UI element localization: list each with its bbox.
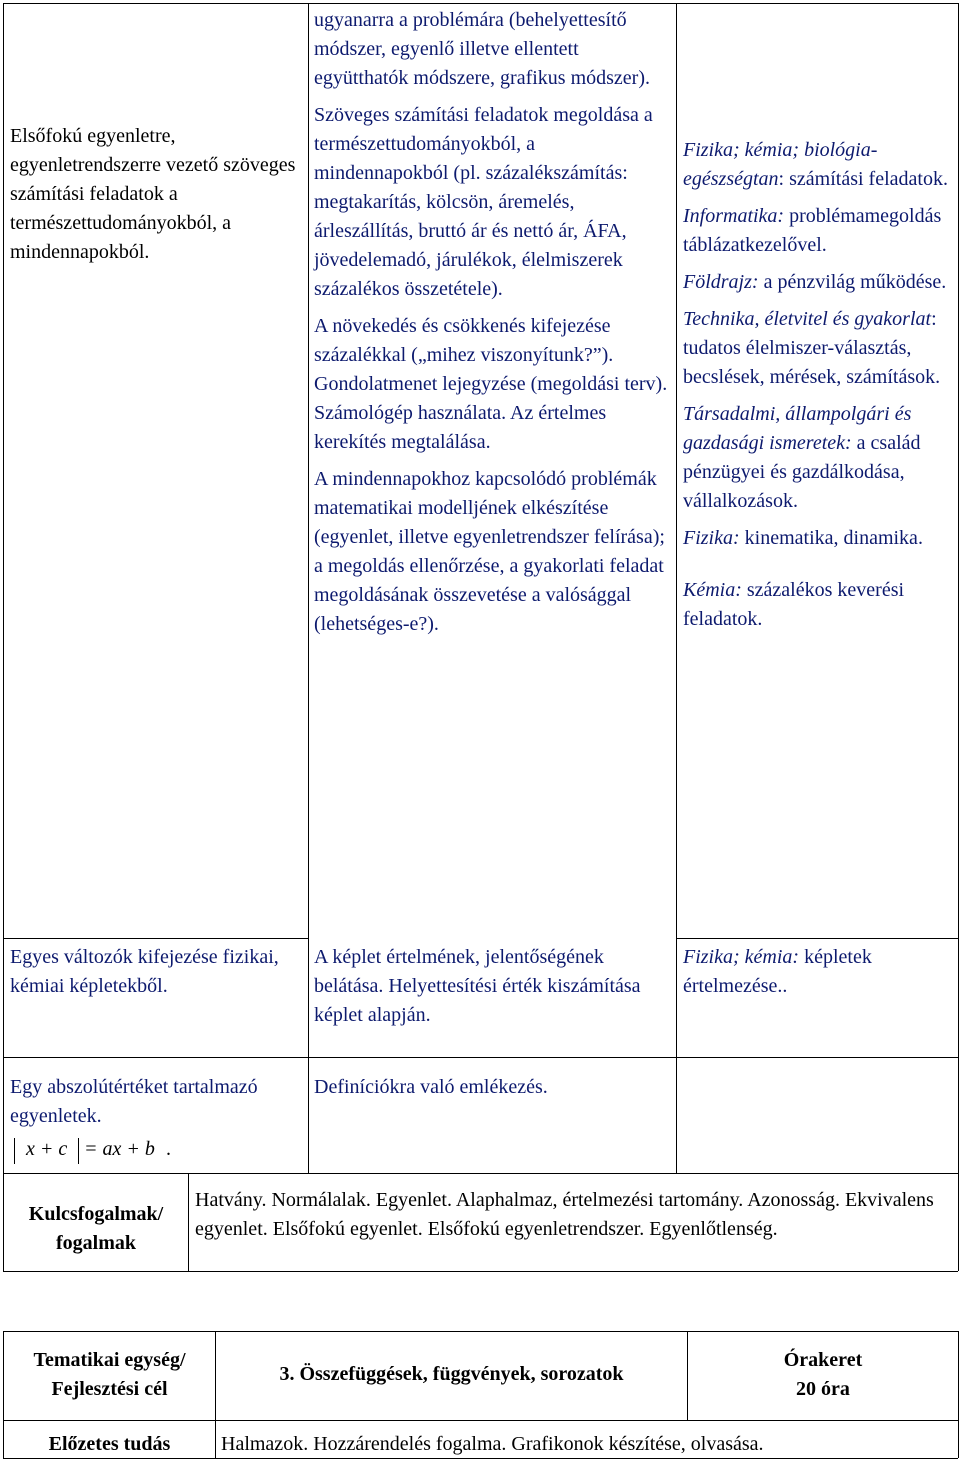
row1-topic-cell [10, 122, 306, 267]
connection-text: a család pénzügyei és gazdálkodása, vállalkozások. [683, 432, 921, 512]
unit-title: 3. Összefüggések, függvények, sorozatok [279, 1363, 624, 1385]
connection-text: problémamegoldás táblázatkezelővel. [683, 205, 942, 256]
abs-bar-left [14, 1138, 15, 1164]
row2-activities-cell [314, 943, 672, 1030]
connection-subject: Földrajz: [683, 271, 759, 293]
connection-item [683, 524, 955, 553]
connection-subject: Társadalmi, állampolgári és gazdasági ismeretek: [683, 403, 912, 454]
connection-text: számítási feladatok. [784, 168, 948, 190]
key-concepts-label-cell [4, 1200, 188, 1258]
row2-activities-text: A képlet értelmének, jelentőségének belátása. Helyettesítési érték kiszámítása képlet alapján. [314, 946, 641, 1026]
activities-block-2: Szöveges számítási feladatok megoldása a természettudományokból, a mindennapokból (pl. százalékszámítás: megtakarítás, kölcsön, áremelés, árleszállítás, bruttó ár és nettó ár, ÁFA, jövedelemadó, járulékok, élelmiszerek százalékos összetétele). [314, 104, 653, 300]
abs-formula-end: . [166, 1138, 171, 1160]
connection-subject: Fizika: [683, 527, 740, 549]
connection-item [683, 576, 955, 634]
table-border-left [3, 3, 4, 1271]
connection-subject: Fizika; kémia: [683, 946, 800, 968]
unit-label-cell [4, 1346, 215, 1404]
row-divider-1 [3, 938, 308, 939]
abs-bar-right [78, 1138, 79, 1164]
connection-subject: Informatika: [683, 205, 785, 227]
connection-text: a pénzvilág működése. [758, 271, 947, 293]
connection-item [683, 136, 955, 194]
connection-text: kinematika, dinamika. [739, 527, 923, 549]
connection-subject: Fizika; kémia; biológia-egészségtan [683, 139, 878, 190]
row3-topic-cell [10, 1073, 306, 1131]
connection-item [683, 400, 955, 516]
connection-text: százalékos keverési feladatok. [683, 579, 905, 630]
row-divider-3 [3, 1173, 958, 1174]
row3-activities-cell [314, 1073, 672, 1102]
connection-text: képletek értelmezése.. [683, 946, 872, 997]
table-border-top [3, 3, 958, 4]
row2-topic-text: Egyes változók kifejezése fizikai, kémiai képletekből. [10, 946, 279, 997]
connection-item [683, 943, 955, 1001]
unit-title-cell [216, 1360, 687, 1389]
prereq-text-cell [221, 1430, 956, 1459]
unit-table-top [3, 1331, 958, 1332]
activities-block-4: A mindennapokhoz kapcsolódó problémák matematikai modelljének elkészítése (egyenlet, illetve egyenletrendszer felírása); a megoldás ellenőrzése, a gyakorlati feladat megoldásának összevetése a valósággal (lehetséges-e?). [314, 468, 665, 635]
key-concepts-label: Kulcsfogalmak/ fogalmak [28, 1203, 164, 1254]
table-border-bottom [3, 1271, 958, 1272]
connection-separator: : [778, 168, 785, 190]
row-divider-1b [676, 938, 958, 939]
hours-value: 20 óra [796, 1378, 850, 1400]
activities-block-3: A növekedés és csökkenés kifejezése százalékkal („mihez viszonyítunk?”). Gondolatmenet lejegyzése (megoldási terv). Számológép használata. Az értelmes kerekítés megtalálása. [314, 315, 668, 453]
key-concepts-text: Hatvány. Normálalak. Egyenlet. Alaphalmaz, értelmezési tartomány. Azonosság. Ekvivalens egyenlet. Elsőfokú egyenlet. Elsőfokú egyenletrendszer. Egyenlőtlenség. [195, 1189, 934, 1240]
row-divider-2 [3, 1057, 958, 1058]
connection-subject: Technika, életvitel és gyakorlat [683, 308, 932, 330]
prereq-label: Előzetes tudás [48, 1433, 171, 1455]
row2-topic-cell [10, 943, 306, 1001]
row1-connections-cell [683, 136, 955, 634]
prereq-label-cell [4, 1430, 215, 1459]
hours-label: Órakeret [783, 1349, 863, 1371]
unit-col-divider-1 [215, 1331, 216, 1458]
prereq-text: Halmazok. Hozzárendelés fogalma. Grafikonok készítése, olvasása. [221, 1433, 764, 1455]
col-divider-key [188, 1173, 189, 1271]
row3-activities-text: Definíciókra való emlékezés. [314, 1076, 548, 1098]
unit-table-divider [3, 1420, 958, 1421]
connection-item [683, 268, 955, 297]
unit-table-right [958, 1331, 959, 1458]
key-concepts-cell [195, 1186, 955, 1244]
row1-topic-text: Elsőfokú egyenletre, egyenletrendszerre vezető szöveges számítási feladatok a természettudományokból, a mindennapokból. [10, 125, 296, 263]
abs-formula-inner: x + c [26, 1138, 68, 1160]
unit-label: Tematikai egység/ Fejlesztési cél [33, 1349, 186, 1400]
table-border-right [958, 3, 959, 1271]
connection-item [683, 202, 955, 260]
connection-text: : tudatos élelmiszer-választás, becslések, mérések, számítások. [683, 308, 941, 388]
col-divider-2 [676, 3, 677, 1173]
col-divider-1 [308, 3, 309, 1173]
row2-connections-cell [683, 943, 955, 1001]
connection-item [683, 305, 955, 392]
hours-cell [688, 1346, 958, 1404]
activities-block-1: ugyanarra a problémára (behelyettesítő módszer, egyenlő illetve ellentett együtthatók módszere, grafikus módszer). [314, 9, 651, 89]
row1-activities-cell [314, 6, 672, 639]
connection-subject: Kémia: [683, 579, 742, 601]
row3-topic-text: Egy abszolútértéket tartalmazó egyenletek. [10, 1076, 258, 1127]
abs-formula-right: = ax + b [84, 1138, 155, 1160]
